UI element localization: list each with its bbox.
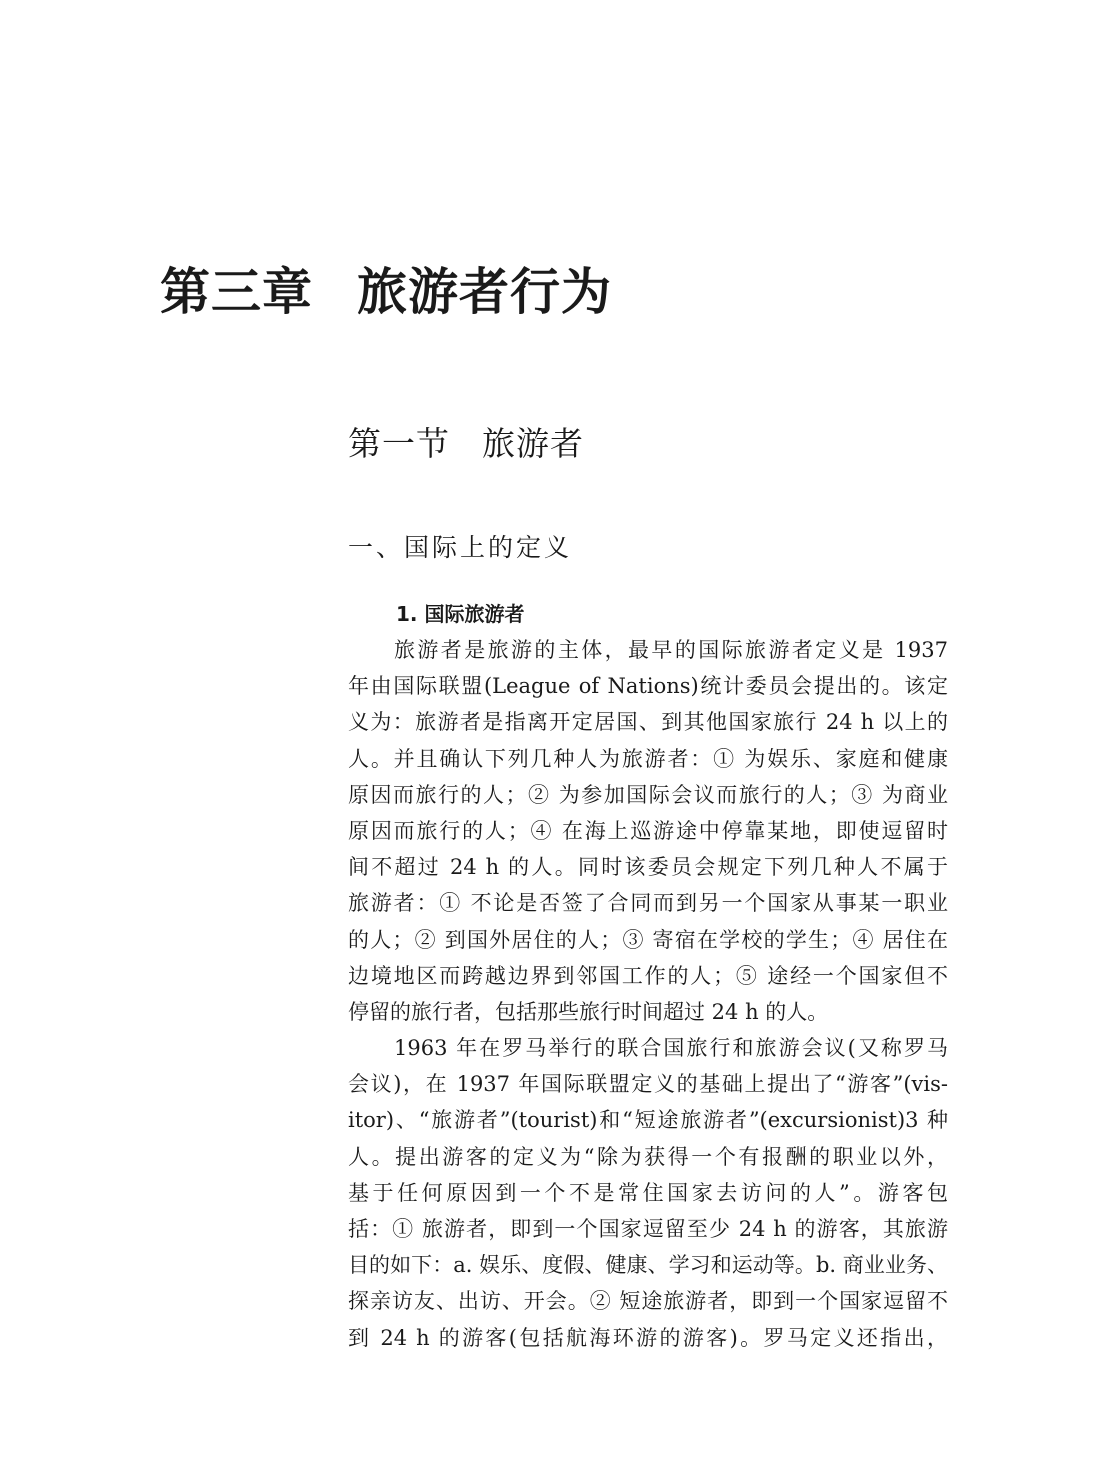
text-line: 人。提出游客的定义为“除为获得一个有报酬的职业以外， [348,1144,948,1169]
subsection-title: 一、国际上的定义 [348,533,573,562]
paragraph-2 [348,1030,948,1356]
text-line: 的人；② 到国外居住的人；③ 寄宿在学校的学生；④ 居住在 [348,927,948,952]
text-line: 原因而旅行的人；④ 在海上巡游途中停靠某地，即使逗留时 [348,818,948,843]
text-line: 义为：旅游者是指离开定居国、到其他国家旅行 24 h 以上的 [348,710,948,735]
text-line: itor)、“旅游者”(tourist)和“短途旅游者”(excursionist)3 种 [348,1108,948,1133]
chapter-name: 旅游者行为 [357,262,612,321]
text-line: 1963 年在罗马举行的联合国旅行和旅游会议(又称罗马 [394,1036,948,1061]
text-line: 到 24 h 的游客(包括航海环游的游客)。罗马定义还指出， [348,1325,948,1350]
text-line: 年由国际联盟(League of Nations)统计委员会提出的。该定 [348,674,948,699]
chapter-title [160,252,612,324]
text-line: 基于任何原因到一个不是常住国家去访问的人”。游客包 [348,1180,948,1205]
text-line: 间不超过 24 h 的人。同时该委员会规定下列几种人不属于 [348,855,948,880]
text-line: 原因而旅行的人；② 为参加国际会议而旅行的人；③ 为商业 [348,782,948,807]
text-line: 括：① 旅游者，即到一个国家逗留至少 24 h 的游客，其旅游 [348,1217,948,1241]
body-text [348,632,948,1356]
section-title [348,418,584,465]
text-line: 旅游者是旅游的主体，最早的国际旅游者定义是 1937 [394,638,948,662]
text-line: 会议)，在 1937 年国际联盟定义的基础上提出了“游客”(vis- [348,1072,948,1097]
item-title: 1. 国际旅游者 [396,602,525,626]
section-number: 第一节 [348,424,450,463]
text-line: 旅游者：① 不论是否签了合同而到另一个国家从事某一职业 [348,891,948,916]
text-line: 停留的旅行者，包括那些旅行时间超过 24 h 的人。 [348,999,829,1024]
section-name: 旅游者 [482,424,584,463]
text-line: 边境地区而跨越边界到邻国工作的人；⑤ 途经一个国家但不 [348,963,948,988]
text-line: 人。并且确认下列几种人为旅游者：① 为娱乐、家庭和健康 [348,746,948,771]
paragraph-1 [348,632,948,1030]
text-line: 探亲访友、出访、开会。② 短途旅游者，即到一个国家逗留不 [348,1289,948,1314]
text-line: 目的如下：a. 娱乐、度假、健康、学习和运动等。b. 商业业务、 [348,1253,948,1278]
chapter-number: 第三章 [160,262,313,321]
